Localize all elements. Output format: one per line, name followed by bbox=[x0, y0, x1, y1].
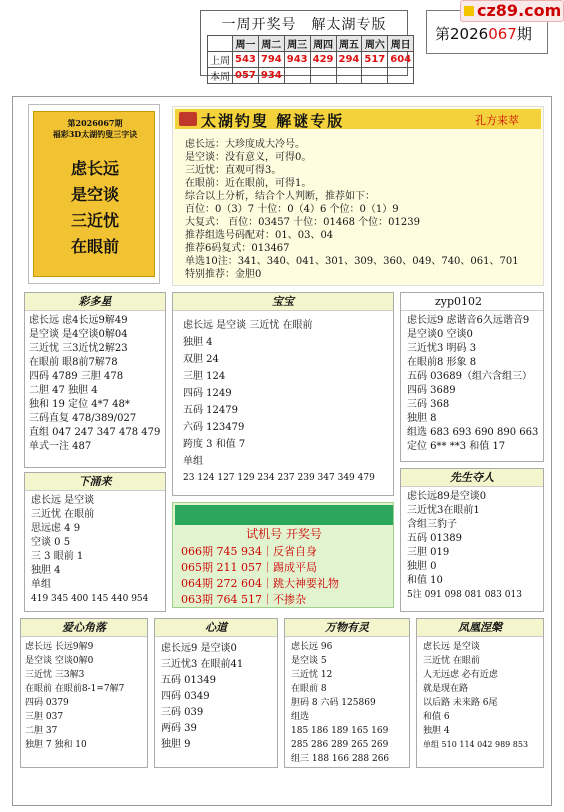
issue-label: 第2026067期 bbox=[426, 10, 548, 54]
box-caiduoxing: 彩多星 虑长远 虑4长远9解49 是空谈 是4空谈0解04 三近忧 三3近忧2解23 在眼前 眼8前7解78 四码 4789 三胆 478 二胆 47 独胆 4 独和 19 定位 4*7 48* 三码直复 478/389/027 直组 047 247 347 478 479 单式一注 487 bbox=[24, 292, 166, 468]
day-header: 周五 bbox=[336, 36, 362, 52]
poem-poster bbox=[28, 104, 160, 284]
draw-history-banner bbox=[175, 505, 393, 525]
draw-number: 943 bbox=[284, 52, 310, 68]
row-label: 本周 bbox=[208, 68, 233, 84]
analysis-author: 孔方来萃 bbox=[475, 114, 519, 127]
day-header: 周一 bbox=[233, 36, 259, 52]
draw-number: 429 bbox=[310, 52, 336, 68]
analysis-line: 综合以上分析，结合个人判断，推荐如下： bbox=[185, 191, 375, 202]
analysis-line: 单选10注：341、340、041、301、309、360、049、740、061、701 bbox=[185, 256, 519, 267]
day-header: 周日 bbox=[388, 36, 414, 52]
draw-number: 543 bbox=[233, 52, 259, 68]
draw-history-row: 063期 764 517｜不掺杂 bbox=[181, 593, 306, 606]
box-baobao: 宝宝 虑长远 是空谈 三近忧 在眼前 独胆 4 双胆 24 三胆 124 四码 1249 五码 12479 六码 123479 跨度 3 和值 7 单组 23 124 127 129 234 237 239 347 349 479 bbox=[172, 292, 394, 496]
day-header: 周二 bbox=[258, 36, 284, 52]
draw-number: 294 bbox=[336, 52, 362, 68]
draw-history-row: 066期 745 934｜反省自身 bbox=[181, 545, 317, 558]
row-label: 上周 bbox=[208, 52, 233, 68]
draw-number: 057 bbox=[233, 68, 259, 84]
analysis-line: 推荐组选号码配对：01、03、04 bbox=[185, 230, 334, 241]
poem-line: 虑长远 bbox=[70, 159, 119, 178]
poem-line: 三近忧 bbox=[70, 211, 119, 230]
box-title: 宝宝 bbox=[173, 293, 393, 311]
box-xiayonglai: 下涌来 虑长远 是空谈 三近忧 在眼前 思远虑 4 9 空谈 0 5 三 3 眼前 1 独胆 4 单组 419 345 400 145 440 954 bbox=[24, 472, 166, 612]
draw-number bbox=[336, 68, 362, 84]
box-title: 万物有灵 bbox=[285, 619, 409, 637]
analysis-line: 推荐6码复式：013467 bbox=[185, 243, 290, 254]
analysis-banner bbox=[175, 109, 541, 129]
draw-number bbox=[388, 68, 414, 84]
box-aixinjiaoluo: 爱心角落 虑长远 长远9解9 是空谈 空谈0解0 三近忧 三3解3 在眼前 在眼前8-1=7解7 四码 0379 三胆 037 二胆 37 独胆 7 独和 10 bbox=[20, 618, 148, 768]
analysis-line: 是空谈：没有意义，可得0。 bbox=[185, 152, 312, 163]
analysis-line: 在眼前：近在眼前，可得1。 bbox=[185, 178, 312, 189]
box-wanwuyouling: 万物有灵 虑长远 96 是空谈 5 三近忧 12 在眼前 8 胆码 8 六码 125869 组选 185 186 189 165 169 285 286 289 265 269 组三 188 166 288 266 bbox=[284, 618, 410, 768]
draw-number: 794 bbox=[258, 52, 284, 68]
poem-line: 是空谈 bbox=[70, 185, 119, 204]
analysis-line: 百位：0（3）7 十位：0（4）6 个位：0（1）9 bbox=[185, 204, 399, 215]
draw-number bbox=[362, 68, 388, 84]
box-fenghuangniepan: 凤凰涅槃 虑长远 是空谈 三近忧 在眼前 人无远虑 必有近虑 就是现在路 以后路 未来路 6尾 和值 6 独胆 4 单组 510 114 042 989 853 bbox=[416, 618, 544, 768]
weekly-draw-table bbox=[207, 35, 414, 84]
analysis-line: 大复式： 百位：03457 十位：01468 个位：01239 bbox=[185, 217, 420, 228]
box-title: 先生夺人 bbox=[401, 469, 543, 487]
day-header: 周三 bbox=[284, 36, 310, 52]
analysis-title: 太湖钓叟 解谜专版 bbox=[201, 112, 345, 130]
draw-number bbox=[310, 68, 336, 84]
draw-history-title: 试机号 开奖号 bbox=[246, 527, 322, 541]
poster-subtitle: 福彩3D太湖钓叟三字诀 bbox=[52, 129, 138, 139]
analysis-line: 虑长远：大珍度成大冷号。 bbox=[185, 139, 305, 150]
logo-square-icon bbox=[464, 6, 474, 16]
box-title: 爱心角落 bbox=[21, 619, 147, 637]
poem-line: 在眼前 bbox=[70, 237, 119, 256]
box-title: 心道 bbox=[155, 619, 277, 637]
analysis-line: 特别推荐：金胆0 bbox=[185, 269, 262, 280]
draw-number bbox=[284, 68, 310, 84]
draw-number: 517 bbox=[362, 52, 388, 68]
day-header: 周六 bbox=[362, 36, 388, 52]
poster-issue: 第2026067期 bbox=[67, 118, 123, 128]
draw-number: 604 bbox=[388, 52, 414, 68]
day-header: 周四 bbox=[310, 36, 336, 52]
draw-history-panel bbox=[172, 502, 394, 608]
box-xindao: 心道 虑长远9 是空谈0 三近忧3 在眼前41 五码 01349 四码 0349 三码 039 两码 39 独胆 9 bbox=[154, 618, 278, 768]
box-title: 下涌来 bbox=[25, 473, 165, 491]
site-logo[interactable]: cz89.com bbox=[460, 0, 564, 22]
weekly-draw-panel bbox=[200, 10, 412, 83]
analysis-line: 三近忧：直观可得3。 bbox=[185, 165, 282, 176]
analysis-panel bbox=[172, 106, 544, 286]
box-title: 彩多星 bbox=[25, 293, 165, 311]
draw-history-row: 065期 211 057｜踢成平局 bbox=[181, 561, 317, 574]
draw-number: 934 bbox=[258, 68, 284, 84]
box-title: zyp0102 bbox=[401, 293, 543, 311]
weekly-draw-title: 一周开奖号 解太湖专版 bbox=[221, 17, 387, 33]
book-icon bbox=[179, 112, 197, 126]
box-title: 凤凰涅槃 bbox=[417, 619, 543, 637]
box-xianshengduoren: 先生夺人 虑长远89是空谈0 三近忧3在眼前1 含组三豹子 五码 01389 三胆 019 独胆 0 和值 10 5注 091 098 081 083 013 bbox=[400, 468, 544, 612]
draw-history-row: 064期 272 604｜跳大神要礼物 bbox=[181, 577, 339, 590]
box-zyp0102: zyp0102 虑长远9 虑谐音6久远谐音9 是空谈0 空谈0 三近忧3 明码 3 在眼前8 形象 8 五码 03689（组六含组三） 四码 3689 三码 368 独胆 8 组选 683 693 690 890 663 定位 6** **3 和值 17 bbox=[400, 292, 544, 462]
